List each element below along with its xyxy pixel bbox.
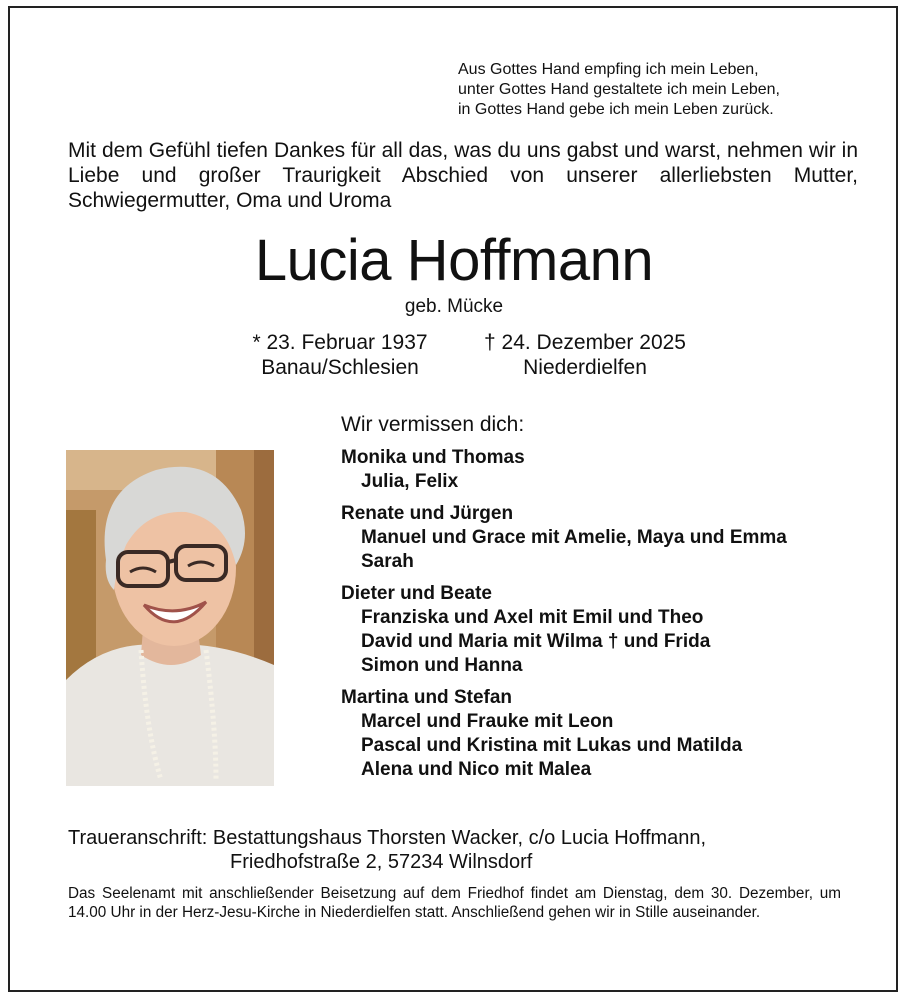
quote-line: Aus Gottes Hand empfing ich mein Leben, (458, 61, 759, 78)
family-group (341, 446, 871, 494)
family-group-head: Monika und Thomas (341, 447, 525, 468)
bible-quote (458, 60, 858, 120)
family-group (341, 502, 871, 574)
family-intro: Wir vermissen dich: (341, 413, 525, 436)
address-line-1: Bestattungshaus Thorsten Wacker, c/o Lucia Hoffmann, (212, 827, 707, 849)
family-member: Sarah (361, 551, 414, 572)
deceased-name: Lucia Hoffmann (254, 228, 654, 293)
family-group (341, 686, 871, 782)
family-member: Alena und Nico mit Malea (361, 759, 592, 780)
maiden-name-text: geb. Mücke (404, 296, 504, 317)
family-member: Manuel und Grace mit Amelie, Maya und Emma (361, 527, 787, 548)
quote-line: in Gottes Hand gebe ich mein Leben zurück. (458, 101, 774, 118)
funeral-notice: Das Seelenamt mit anschließender Beisetzung auf dem Friedhof findet am Dienstag, dem 30. Dezember, um 14.00 Uhr in der Herz-Jesu-Kirche in Niederdielfen statt. Anschließend gehen wir in Stille auseinander. (68, 885, 841, 921)
death-place: Niederdielfen (523, 356, 647, 379)
family-member: Julia, Felix (361, 471, 459, 492)
death-date: † 24. Dezember 2025 (484, 331, 686, 354)
family-member: David und Maria mit Wilma † und Frida (361, 631, 711, 652)
portrait-photo (66, 450, 274, 786)
family-group-head: Renate und Jürgen (341, 503, 514, 524)
address-row (68, 826, 868, 850)
birth-place: Banau/Schlesien (261, 356, 419, 379)
death-info (470, 330, 700, 380)
family-group-head: Dieter und Beate (341, 583, 492, 604)
family-list (341, 412, 871, 790)
family-group (341, 582, 871, 678)
maiden-name (0, 296, 908, 318)
family-member: Franziska und Axel mit Emil und Theo (361, 607, 704, 628)
portrait-illustration (66, 450, 274, 786)
mourning-address (68, 826, 868, 874)
family-member: Pascal und Kristina mit Lukas und Matilda (361, 735, 743, 756)
birth-date: * 23. Februar 1937 (252, 331, 428, 354)
address-label: Traueranschrift: (68, 827, 208, 849)
address-line-2: Friedhofstraße 2, 57234 Wilnsdorf (230, 851, 533, 873)
birth-info (240, 330, 440, 380)
family-member: Simon und Hanna (361, 655, 523, 676)
quote-line: unter Gottes Hand gestaltete ich mein Leben, (458, 81, 780, 98)
family-group-head: Martina und Stefan (341, 687, 513, 708)
family-member: Marcel und Frauke mit Leon (361, 711, 614, 732)
intro-text: Mit dem Gefühl tiefen Dankes für all das, was du uns gabst und warst, nehmen wir in Liebe und großer Traurigkeit Abschied von unserer allerliebsten Mutter, Schwiegermutter, Oma und Uroma (68, 139, 858, 212)
